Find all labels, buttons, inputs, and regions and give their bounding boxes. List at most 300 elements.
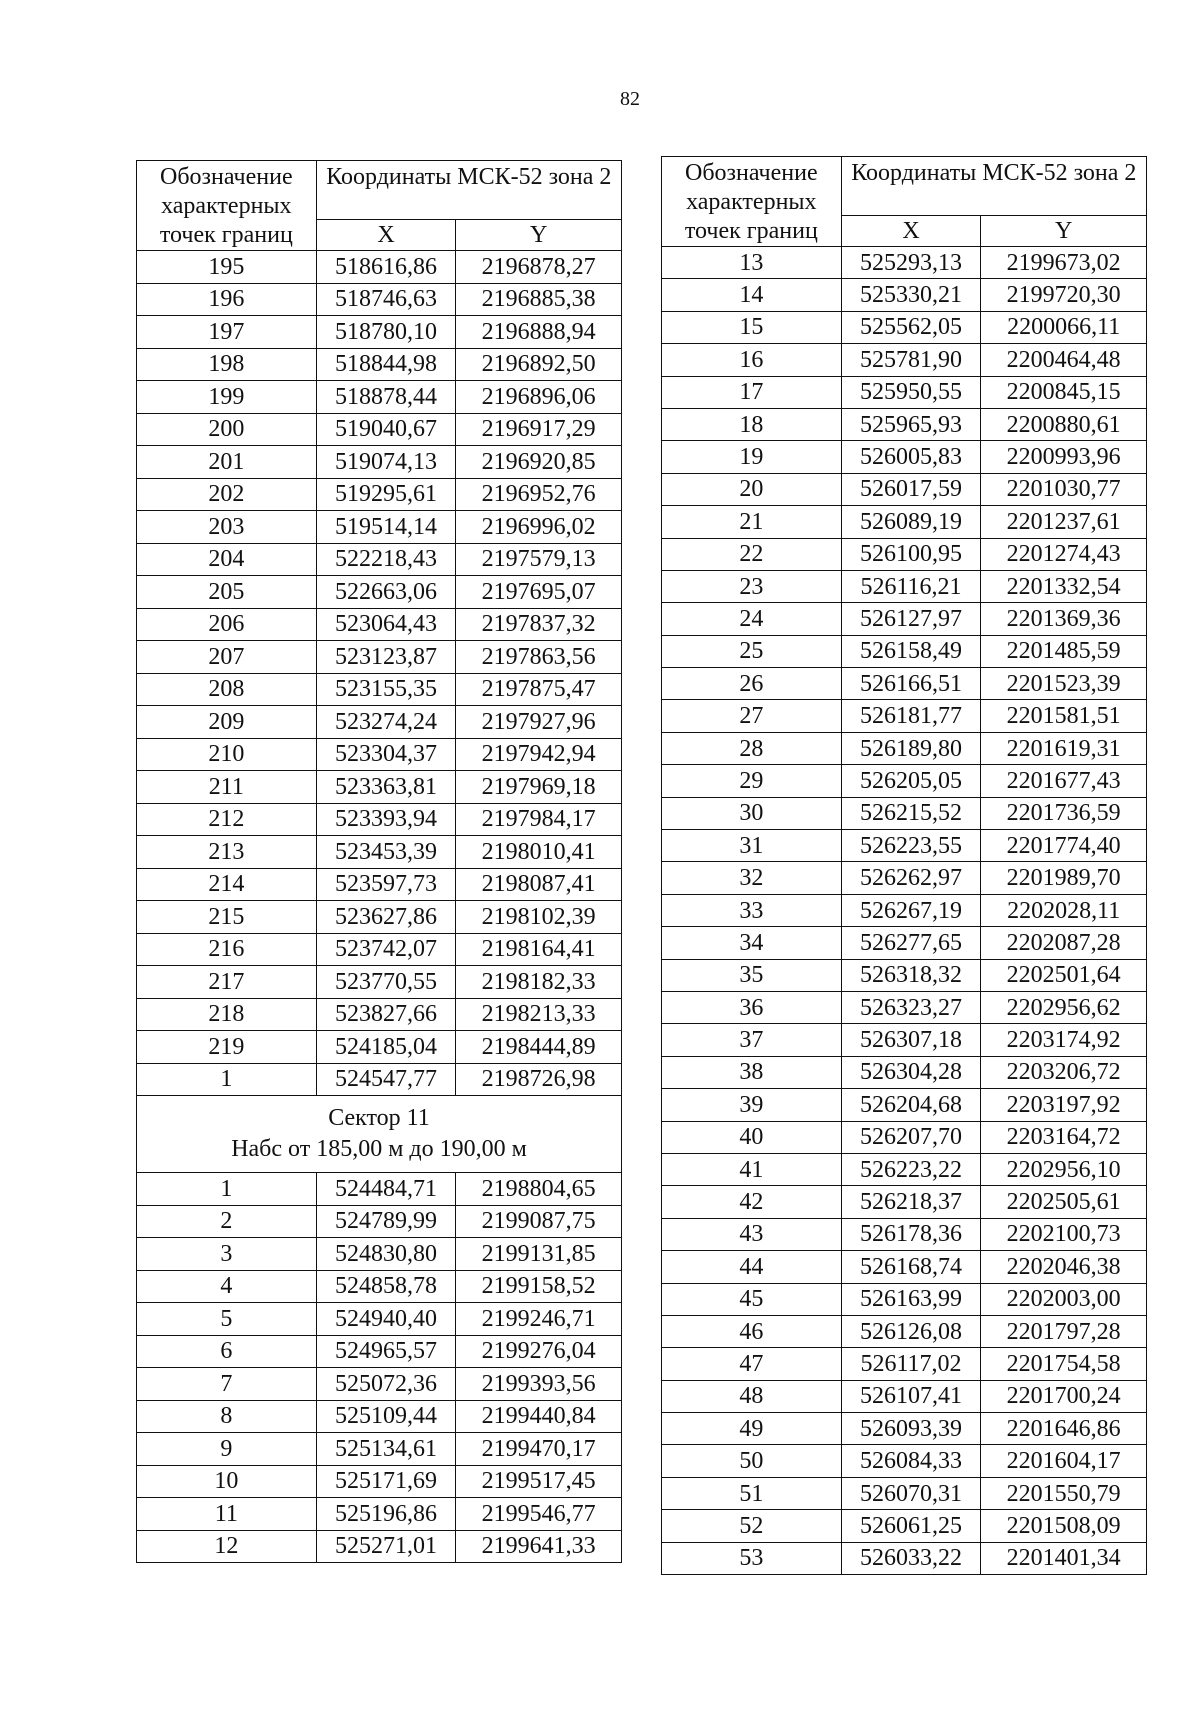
coord-y: 2201550,79 <box>981 1477 1147 1509</box>
coordinates-table-right <box>661 156 1147 1575</box>
coord-y: 2202046,38 <box>981 1251 1147 1283</box>
header-y: Y <box>456 220 622 251</box>
coord-x: 525171,69 <box>316 1465 456 1498</box>
point-label: 3 <box>137 1238 317 1271</box>
table-row <box>137 966 622 999</box>
point-label: 4 <box>137 1270 317 1303</box>
table-row <box>137 868 622 901</box>
coord-y: 2201369,36 <box>981 603 1147 635</box>
point-label: 15 <box>662 311 842 343</box>
coord-y: 2199470,17 <box>456 1433 622 1466</box>
table-row <box>137 1335 622 1368</box>
header-x: X <box>316 220 456 251</box>
table-row <box>137 1270 622 1303</box>
point-label: 219 <box>137 1031 317 1064</box>
table-row <box>137 998 622 1031</box>
coord-y: 2202501,64 <box>981 959 1147 991</box>
point-label: 41 <box>662 1153 842 1185</box>
coord-x: 519514,14 <box>316 511 456 544</box>
table-row <box>137 478 622 511</box>
table-row <box>662 1413 1147 1445</box>
table-row <box>662 1315 1147 1347</box>
point-label: 198 <box>137 348 317 381</box>
table-row <box>662 1510 1147 1542</box>
point-label: 215 <box>137 901 317 934</box>
point-label: 47 <box>662 1348 842 1380</box>
coord-x: 523827,66 <box>316 998 456 1031</box>
point-label: 33 <box>662 894 842 926</box>
coord-x: 522218,43 <box>316 543 456 576</box>
point-label: 218 <box>137 998 317 1031</box>
coord-x: 518746,63 <box>316 283 456 316</box>
point-label: 30 <box>662 797 842 829</box>
coord-y: 2201485,59 <box>981 635 1147 667</box>
coord-x: 526181,77 <box>841 700 981 732</box>
point-label: 40 <box>662 1121 842 1153</box>
point-label: 48 <box>662 1380 842 1412</box>
coord-y: 2202028,11 <box>981 894 1147 926</box>
coord-x: 518616,86 <box>316 251 456 284</box>
coord-y: 2202956,62 <box>981 991 1147 1023</box>
coord-y: 2197579,13 <box>456 543 622 576</box>
coord-x: 525965,93 <box>841 408 981 440</box>
table-row <box>137 1465 622 1498</box>
point-label: 7 <box>137 1368 317 1401</box>
coord-x: 525109,44 <box>316 1400 456 1433</box>
coord-y: 2201774,40 <box>981 830 1147 862</box>
coord-x: 518780,10 <box>316 316 456 349</box>
table-row <box>662 1218 1147 1250</box>
point-label: 35 <box>662 959 842 991</box>
table-row <box>137 1303 622 1336</box>
header-point-designation: Обозначение характерных точек границ <box>662 157 842 247</box>
coord-y: 2201989,70 <box>981 862 1147 894</box>
coord-x: 523453,39 <box>316 836 456 869</box>
point-label: 45 <box>662 1283 842 1315</box>
coord-x: 525562,05 <box>841 311 981 343</box>
point-label: 1 <box>137 1173 317 1206</box>
coord-y: 2201619,31 <box>981 732 1147 764</box>
table-row <box>662 991 1147 1023</box>
table-row <box>137 576 622 609</box>
point-label: 13 <box>662 247 842 279</box>
table-row <box>137 316 622 349</box>
point-label: 12 <box>137 1530 317 1563</box>
sector-heading-row <box>137 1096 622 1173</box>
table-row <box>662 1283 1147 1315</box>
table-row <box>662 862 1147 894</box>
table-row <box>662 1186 1147 1218</box>
table-row <box>137 543 622 576</box>
coord-y: 2200880,61 <box>981 408 1147 440</box>
coord-y: 2196917,29 <box>456 413 622 446</box>
table-row <box>137 803 622 836</box>
coord-y: 2203206,72 <box>981 1056 1147 1088</box>
point-label: 202 <box>137 478 317 511</box>
coord-x: 526070,31 <box>841 1477 981 1509</box>
coord-y: 2201401,34 <box>981 1542 1147 1574</box>
coord-x: 526061,25 <box>841 1510 981 1542</box>
table-row <box>137 348 622 381</box>
coord-y: 2196952,76 <box>456 478 622 511</box>
point-label: 25 <box>662 635 842 667</box>
table-row <box>662 765 1147 797</box>
coord-y: 2198726,98 <box>456 1063 622 1096</box>
coord-x: 526215,52 <box>841 797 981 829</box>
point-label: 208 <box>137 673 317 706</box>
point-label: 43 <box>662 1218 842 1250</box>
coord-x: 526323,27 <box>841 991 981 1023</box>
sector-heading <box>137 1096 622 1173</box>
point-label: 36 <box>662 991 842 1023</box>
point-label: 52 <box>662 1510 842 1542</box>
coord-y: 2197969,18 <box>456 771 622 804</box>
coord-x: 518878,44 <box>316 381 456 414</box>
table-row <box>662 376 1147 408</box>
coord-x: 523742,07 <box>316 933 456 966</box>
point-label: 204 <box>137 543 317 576</box>
coord-x: 525072,36 <box>316 1368 456 1401</box>
coord-y: 2201677,43 <box>981 765 1147 797</box>
point-label: 24 <box>662 603 842 635</box>
coord-x: 523627,86 <box>316 901 456 934</box>
coord-x: 526204,68 <box>841 1089 981 1121</box>
coord-y: 2196892,50 <box>456 348 622 381</box>
coord-x: 522663,06 <box>316 576 456 609</box>
coord-y: 2201523,39 <box>981 668 1147 700</box>
coord-x: 519074,13 <box>316 446 456 479</box>
coord-x: 525950,55 <box>841 376 981 408</box>
table-row <box>137 1530 622 1563</box>
coord-x: 524185,04 <box>316 1031 456 1064</box>
point-label: 6 <box>137 1335 317 1368</box>
point-label: 44 <box>662 1251 842 1283</box>
coord-x: 526307,18 <box>841 1024 981 1056</box>
table-row <box>137 446 622 479</box>
coordinates-table-left <box>136 160 622 1563</box>
point-label: 201 <box>137 446 317 479</box>
coord-y: 2201736,59 <box>981 797 1147 829</box>
coord-x: 526218,37 <box>841 1186 981 1218</box>
point-label: 205 <box>137 576 317 609</box>
coord-y: 2199276,04 <box>456 1335 622 1368</box>
coord-y: 2198804,65 <box>456 1173 622 1206</box>
point-label: 214 <box>137 868 317 901</box>
table-row <box>662 894 1147 926</box>
table-row <box>662 732 1147 764</box>
point-label: 23 <box>662 570 842 602</box>
coord-x: 523597,73 <box>316 868 456 901</box>
table-row <box>137 413 622 446</box>
coord-x: 526168,74 <box>841 1251 981 1283</box>
coord-x: 526166,51 <box>841 668 981 700</box>
coord-x: 526178,36 <box>841 1218 981 1250</box>
coord-y: 2201030,77 <box>981 473 1147 505</box>
point-label: 50 <box>662 1445 842 1477</box>
coord-x: 526163,99 <box>841 1283 981 1315</box>
coord-x: 526005,83 <box>841 441 981 473</box>
table-row <box>662 1024 1147 1056</box>
coord-x: 526267,19 <box>841 894 981 926</box>
page-number: 82 <box>620 88 640 110</box>
point-label: 37 <box>662 1024 842 1056</box>
header-coordinates: Координаты МСК-52 зона 2 <box>316 161 621 220</box>
coord-y: 2197695,07 <box>456 576 622 609</box>
coord-x: 525271,01 <box>316 1530 456 1563</box>
table-row <box>662 247 1147 279</box>
point-label: 217 <box>137 966 317 999</box>
coord-x: 526189,80 <box>841 732 981 764</box>
point-label: 39 <box>662 1089 842 1121</box>
table-row <box>137 1433 622 1466</box>
coord-x: 524789,99 <box>316 1205 456 1238</box>
table-row <box>662 959 1147 991</box>
table-row <box>662 797 1147 829</box>
point-label: 2 <box>137 1205 317 1238</box>
table-row <box>137 901 622 934</box>
table-row <box>137 511 622 544</box>
point-label: 16 <box>662 344 842 376</box>
point-label: 34 <box>662 927 842 959</box>
coord-x: 523393,94 <box>316 803 456 836</box>
point-label: 27 <box>662 700 842 732</box>
point-label: 20 <box>662 473 842 505</box>
point-label: 29 <box>662 765 842 797</box>
table-row <box>137 1063 622 1096</box>
coord-y: 2197875,47 <box>456 673 622 706</box>
coord-x: 526158,49 <box>841 635 981 667</box>
coord-y: 2197837,32 <box>456 608 622 641</box>
point-label: 11 <box>137 1498 317 1531</box>
table-row <box>662 570 1147 602</box>
point-label: 38 <box>662 1056 842 1088</box>
coord-x: 526093,39 <box>841 1413 981 1445</box>
point-label: 49 <box>662 1413 842 1445</box>
coord-x: 526127,97 <box>841 603 981 635</box>
coord-y: 2202087,28 <box>981 927 1147 959</box>
coord-y: 2201797,28 <box>981 1315 1147 1347</box>
coord-y: 2201581,51 <box>981 700 1147 732</box>
point-label: 42 <box>662 1186 842 1218</box>
coord-x: 526277,65 <box>841 927 981 959</box>
coord-y: 2200066,11 <box>981 311 1147 343</box>
coord-x: 523304,37 <box>316 738 456 771</box>
coord-x: 526207,70 <box>841 1121 981 1153</box>
point-label: 53 <box>662 1542 842 1574</box>
coord-x: 526033,22 <box>841 1542 981 1574</box>
coord-y: 2200845,15 <box>981 376 1147 408</box>
point-label: 26 <box>662 668 842 700</box>
table-row <box>662 700 1147 732</box>
coord-y: 2202100,73 <box>981 1218 1147 1250</box>
table-row <box>662 1089 1147 1121</box>
table-row <box>137 1498 622 1531</box>
coord-y: 2201237,61 <box>981 506 1147 538</box>
point-label: 19 <box>662 441 842 473</box>
table-row <box>137 706 622 739</box>
coord-y: 2198444,89 <box>456 1031 622 1064</box>
coord-x: 526107,41 <box>841 1380 981 1412</box>
point-label: 211 <box>137 771 317 804</box>
table-row <box>662 1542 1147 1574</box>
coord-y: 2203164,72 <box>981 1121 1147 1153</box>
table-row <box>137 283 622 316</box>
coord-x: 526100,95 <box>841 538 981 570</box>
coord-y: 2197863,56 <box>456 641 622 674</box>
table-row <box>662 344 1147 376</box>
coord-y: 2202956,10 <box>981 1153 1147 1185</box>
table-row <box>662 1445 1147 1477</box>
coord-y: 2198213,33 <box>456 998 622 1031</box>
coord-x: 523064,43 <box>316 608 456 641</box>
coord-x: 525781,90 <box>841 344 981 376</box>
point-label: 197 <box>137 316 317 349</box>
table-row <box>662 1153 1147 1185</box>
table-row <box>662 473 1147 505</box>
coord-y: 2199440,84 <box>456 1400 622 1433</box>
header-y: Y <box>981 216 1147 247</box>
coord-x: 526304,28 <box>841 1056 981 1088</box>
table-row <box>137 1031 622 1064</box>
table-row <box>662 1477 1147 1509</box>
point-label: 32 <box>662 862 842 894</box>
point-label: 195 <box>137 251 317 284</box>
point-label: 209 <box>137 706 317 739</box>
coord-y: 2203197,92 <box>981 1089 1147 1121</box>
point-label: 18 <box>662 408 842 440</box>
point-label: 22 <box>662 538 842 570</box>
point-label: 9 <box>137 1433 317 1466</box>
coord-x: 519295,61 <box>316 478 456 511</box>
coord-x: 526205,05 <box>841 765 981 797</box>
coord-y: 2199517,45 <box>456 1465 622 1498</box>
coord-x: 524858,78 <box>316 1270 456 1303</box>
table-row <box>137 771 622 804</box>
point-label: 5 <box>137 1303 317 1336</box>
coord-x: 526017,59 <box>841 473 981 505</box>
sector-title: Сектор 11 <box>328 1105 430 1131</box>
coord-x: 526117,02 <box>841 1348 981 1380</box>
point-label: 210 <box>137 738 317 771</box>
coord-y: 2201754,58 <box>981 1348 1147 1380</box>
header-point-designation: Обозначение характерных точек границ <box>137 161 317 251</box>
coord-x: 526126,08 <box>841 1315 981 1347</box>
coord-x: 526089,19 <box>841 506 981 538</box>
coord-x: 526084,33 <box>841 1445 981 1477</box>
coord-x: 525293,13 <box>841 247 981 279</box>
coord-y: 2199720,30 <box>981 279 1147 311</box>
header-x: X <box>841 216 981 247</box>
coord-x: 523363,81 <box>316 771 456 804</box>
table-row <box>137 1173 622 1206</box>
coord-x: 523770,55 <box>316 966 456 999</box>
table-row <box>662 603 1147 635</box>
table-row <box>137 836 622 869</box>
coord-y: 2198102,39 <box>456 901 622 934</box>
coord-x: 518844,98 <box>316 348 456 381</box>
table-row <box>662 311 1147 343</box>
table-row <box>662 506 1147 538</box>
table-row <box>662 1121 1147 1153</box>
coord-y: 2196996,02 <box>456 511 622 544</box>
table-row <box>662 830 1147 862</box>
point-label: 196 <box>137 283 317 316</box>
coord-x: 526223,22 <box>841 1153 981 1185</box>
coord-x: 519040,67 <box>316 413 456 446</box>
table-row <box>662 635 1147 667</box>
coord-y: 2201508,09 <box>981 1510 1147 1542</box>
point-label: 213 <box>137 836 317 869</box>
coord-x: 524940,40 <box>316 1303 456 1336</box>
point-label: 17 <box>662 376 842 408</box>
coord-x: 525330,21 <box>841 279 981 311</box>
table-row <box>137 673 622 706</box>
coord-y: 2199546,77 <box>456 1498 622 1531</box>
point-label: 203 <box>137 511 317 544</box>
table-row <box>137 251 622 284</box>
table-row <box>662 1348 1147 1380</box>
point-label: 207 <box>137 641 317 674</box>
coord-x: 526116,21 <box>841 570 981 602</box>
coord-x: 524965,57 <box>316 1335 456 1368</box>
coord-y: 2199087,75 <box>456 1205 622 1238</box>
coord-y: 2201700,24 <box>981 1380 1147 1412</box>
coord-y: 2196896,06 <box>456 381 622 414</box>
table-row <box>137 1400 622 1433</box>
coord-y: 2201274,43 <box>981 538 1147 570</box>
coord-x: 525196,86 <box>316 1498 456 1531</box>
table-row <box>137 1368 622 1401</box>
coord-y: 2196920,85 <box>456 446 622 479</box>
coord-y: 2201604,17 <box>981 1445 1147 1477</box>
coord-y: 2200993,96 <box>981 441 1147 473</box>
table-row <box>662 1251 1147 1283</box>
table-row <box>137 1205 622 1238</box>
coord-y: 2199393,56 <box>456 1368 622 1401</box>
table-row <box>662 1380 1147 1412</box>
table-row <box>662 1056 1147 1088</box>
coord-x: 526223,55 <box>841 830 981 862</box>
table-row <box>662 927 1147 959</box>
table-row <box>662 538 1147 570</box>
table-row <box>137 381 622 414</box>
table-row <box>137 738 622 771</box>
coord-x: 526262,97 <box>841 862 981 894</box>
coord-x: 524547,77 <box>316 1063 456 1096</box>
point-label: 1 <box>137 1063 317 1096</box>
coord-y: 2197927,96 <box>456 706 622 739</box>
coord-y: 2199158,52 <box>456 1270 622 1303</box>
table-row <box>662 279 1147 311</box>
point-label: 46 <box>662 1315 842 1347</box>
coord-y: 2197942,94 <box>456 738 622 771</box>
table-row <box>137 933 622 966</box>
point-label: 212 <box>137 803 317 836</box>
table-row <box>137 608 622 641</box>
coord-x: 526318,32 <box>841 959 981 991</box>
point-label: 200 <box>137 413 317 446</box>
coord-y: 2196878,27 <box>456 251 622 284</box>
point-label: 10 <box>137 1465 317 1498</box>
table-row <box>662 441 1147 473</box>
point-label: 21 <box>662 506 842 538</box>
coord-y: 2199131,85 <box>456 1238 622 1271</box>
coord-y: 2199673,02 <box>981 247 1147 279</box>
coord-y: 2199246,71 <box>456 1303 622 1336</box>
point-label: 199 <box>137 381 317 414</box>
coord-y: 2198010,41 <box>456 836 622 869</box>
point-label: 216 <box>137 933 317 966</box>
